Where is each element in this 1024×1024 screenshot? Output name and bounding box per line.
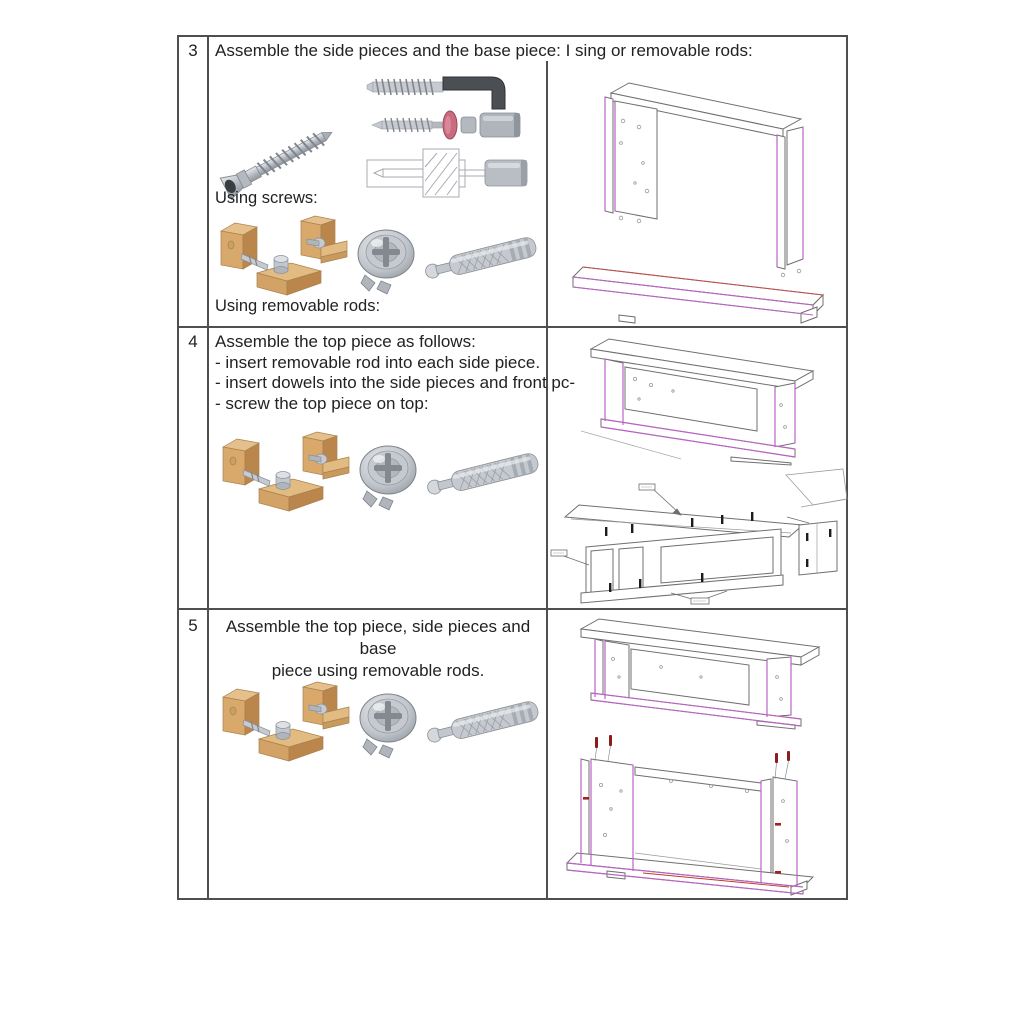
- row4-bullet-3: - screw the top piece on top:: [215, 393, 429, 413]
- removable-rod-image: [423, 223, 547, 293]
- column-divider-stepnum: [207, 37, 209, 898]
- assembled-top-piece-diagram: [551, 333, 847, 465]
- removable-rod-image: [425, 439, 549, 509]
- assembled-unit-diagram: [551, 615, 847, 729]
- side-pieces-base-piece-diagram: [551, 63, 847, 323]
- row-divider-4-5: [179, 608, 846, 610]
- row5-instructions: [215, 616, 541, 682]
- screw-washer-barrel-nut-image: [369, 103, 527, 147]
- removable-rod-image: [425, 687, 549, 757]
- frame-on-base-with-rods-diagram: [551, 731, 847, 897]
- cam-dowel-wood-blocks-image: [215, 213, 350, 301]
- exploded-view-diagram: [551, 467, 847, 605]
- row3-caption-screws: Using screws:: [215, 189, 318, 207]
- row3-caption-rods: Using removable rods:: [215, 297, 381, 315]
- row3-title: Assemble the side pieces and the base piece: I sing or removable rods:: [215, 41, 753, 60]
- cam-dowel-wood-blocks-image: [217, 429, 352, 517]
- row5-title-line1: Assemble the top piece, side pieces and base: [225, 617, 531, 658]
- cam-lock-disc-image: [355, 689, 421, 759]
- row4-bullet-1: - insert removable rod into each side piece.: [215, 352, 541, 372]
- cam-lock-disc-image: [353, 225, 419, 295]
- row4-bullet-2: - insert dowels into the side pieces and front pc-: [215, 373, 576, 392]
- cam-lock-disc-image: [355, 441, 421, 511]
- step-number-5: 5: [188, 616, 198, 635]
- step-number-3: 3: [188, 41, 198, 60]
- cam-dowel-wood-blocks-image: [217, 679, 352, 767]
- row4-instructions: [215, 332, 575, 414]
- step-number-4: 4: [188, 332, 198, 351]
- row-divider-3-4: [179, 326, 846, 328]
- row4-title: Assemble the top piece as follows:: [215, 332, 476, 351]
- instructions-table: [177, 35, 848, 900]
- row5-title-line2: piece using removable rods.: [271, 661, 485, 680]
- screw-cross-section-image: [365, 145, 537, 201]
